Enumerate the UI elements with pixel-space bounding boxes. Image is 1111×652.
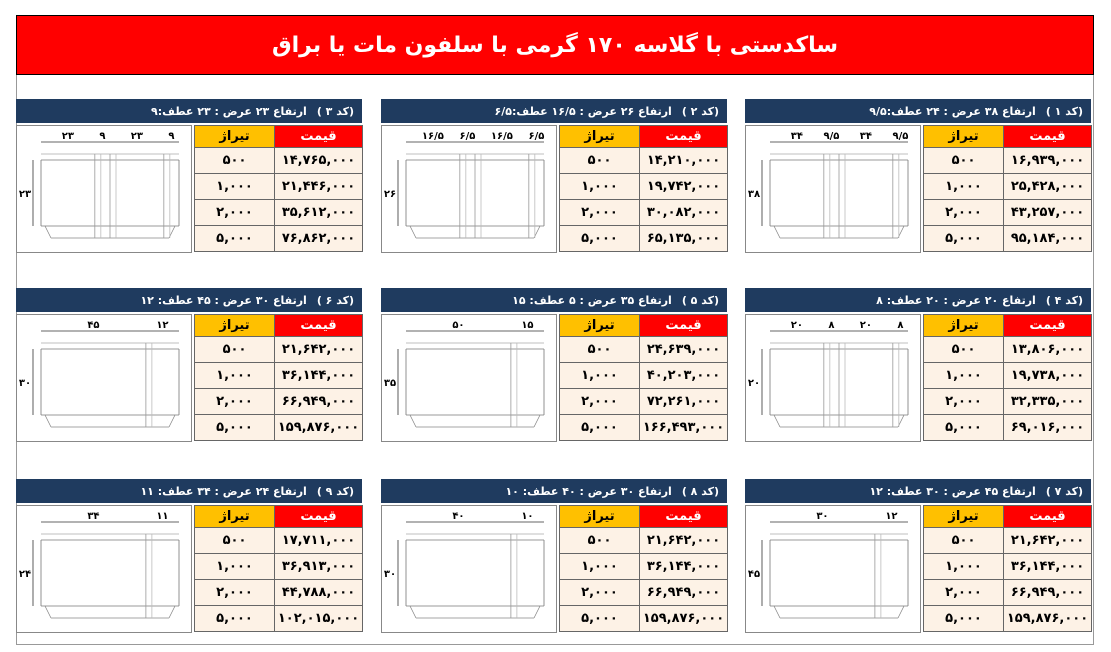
qty-header: تیراژ [560,506,640,528]
price-cell: ۳۶,۱۴۴,۰۰۰ [640,554,728,580]
table-row [924,554,1092,580]
card-header [16,288,362,312]
price-cell: ۱۰۲,۰۱۵,۰۰۰ [275,606,363,632]
qty-cell: ۵۰۰ [195,528,275,554]
dieline-svg [17,506,191,632]
qty-header: تیراژ [195,506,275,528]
price-cell: ۴۳,۲۵۷,۰۰۰ [1004,200,1092,226]
table-row [195,363,363,389]
qty-cell: ۲,۰۰۰ [560,200,640,226]
height-dimension-label: ۳۸ [747,189,761,200]
qty-cell: ۲,۰۰۰ [560,389,640,415]
price-cell: ۱۴,۲۱۰,۰۰۰ [640,148,728,174]
price-cell: ۶۵,۱۳۵,۰۰۰ [640,226,728,252]
price-cell: ۳۶,۹۱۳,۰۰۰ [275,554,363,580]
dimension-label: ۳۴ [87,511,100,522]
qty-cell: ۵۰۰ [560,337,640,363]
price-header: قیمت [640,506,728,528]
price-cell: ۱۶,۹۳۹,۰۰۰ [1004,148,1092,174]
dimension-label: ۲۰ [859,320,873,331]
price-cell: ۲۴,۶۳۹,۰۰۰ [640,337,728,363]
qty-cell: ۲,۰۰۰ [195,200,275,226]
qty-cell: ۵۰۰ [195,337,275,363]
card-code: (کد ۴ ) [1045,293,1083,307]
table-row [560,389,728,415]
price-header: قیمت [1004,506,1092,528]
price-cell: ۱۵۹,۸۷۶,۰۰۰ [275,415,363,441]
table-row [924,148,1092,174]
dimension-label: ۴۵ [87,320,100,331]
price-cell: ۴۴,۷۸۸,۰۰۰ [275,580,363,606]
qty-cell: ۱,۰۰۰ [560,554,640,580]
dieline-line [45,415,51,427]
price-table [559,505,728,632]
price-header: قیمت [1004,315,1092,337]
table-row [195,528,363,554]
product-card-code-4 [745,288,1091,450]
dimension-label: ۹/۵ [892,131,909,142]
dieline-svg [746,506,920,632]
card-spec: ارتفاع ۳۵ عرض : ۵ عطف: ۱۵ [512,293,672,307]
dieline-svg [382,315,556,441]
table-row [924,528,1092,554]
card-code: (کد ۱ ) [1045,104,1083,118]
bag-dieline-diagram [745,505,921,633]
table-row [924,363,1092,389]
qty-header: تیراژ [924,315,1004,337]
height-dimension-label: ۲۰ [747,378,761,389]
price-header: قیمت [275,506,363,528]
qty-cell: ۵۰۰ [924,528,1004,554]
dimension-label: ۳۰ [816,511,829,522]
dimension-label: ۵۰ [452,320,465,331]
table-row [195,174,363,200]
price-cell: ۳۲,۳۳۵,۰۰۰ [1004,389,1092,415]
qty-cell: ۵۰۰ [560,528,640,554]
card-code: (کد ۵ ) [681,293,719,307]
card-header [745,479,1091,503]
dieline-line [45,226,51,238]
table-row [924,337,1092,363]
bag-dieline-diagram [16,505,192,633]
price-cell: ۷۲,۲۶۱,۰۰۰ [640,389,728,415]
table-row [924,389,1092,415]
product-card-code-5 [381,288,727,450]
dieline-svg [17,315,191,441]
qty-cell: ۱,۰۰۰ [924,363,1004,389]
price-cell: ۲۱,۴۴۶,۰۰۰ [275,174,363,200]
price-cell: ۲۱,۶۴۲,۰۰۰ [640,528,728,554]
price-cell: ۱۴,۷۶۵,۰۰۰ [275,148,363,174]
dieline-line [410,415,416,427]
qty-cell: ۱,۰۰۰ [924,554,1004,580]
table-row [924,580,1092,606]
price-table [194,314,363,441]
table-row [195,554,363,580]
price-cell: ۶۶,۹۴۹,۰۰۰ [1004,580,1092,606]
dieline-line [534,606,540,618]
table-row [195,606,363,632]
qty-cell: ۵,۰۰۰ [195,606,275,632]
height-dimension-label: ۲۴ [18,569,32,580]
price-cell: ۹۵,۱۸۴,۰۰۰ [1004,226,1092,252]
qty-cell: ۲,۰۰۰ [195,389,275,415]
dimension-label: ۴۰ [452,511,465,522]
dieline-svg [382,506,556,632]
qty-cell: ۲,۰۰۰ [924,580,1004,606]
card-code: (کد ۷ ) [1045,484,1083,498]
card-spec: ارتفاع ۲۰ عرض : ۲۰ عطف: ۸ [876,293,1036,307]
qty-cell: ۵,۰۰۰ [195,415,275,441]
bag-dieline-diagram [381,505,557,633]
card-code: (کد ۹ ) [316,484,354,498]
qty-cell: ۱,۰۰۰ [195,554,275,580]
table-row [560,200,728,226]
price-cell: ۱۳,۸۰۶,۰۰۰ [1004,337,1092,363]
qty-cell: ۵۰۰ [560,148,640,174]
dimension-label: ۲۳ [61,131,75,142]
table-row [195,415,363,441]
height-dimension-label: ۳۰ [18,378,32,389]
table-row [560,174,728,200]
card-code: (کد ۶ ) [316,293,354,307]
bag-dieline-diagram [381,125,557,253]
card-spec: ارتفاع ۴۵ عرض : ۳۰ عطف: ۱۲ [869,484,1036,498]
table-row [560,554,728,580]
table-row [924,174,1092,200]
card-header [381,479,727,503]
table-row [195,580,363,606]
qty-cell: ۲,۰۰۰ [924,200,1004,226]
product-card-code-7 [745,479,1091,641]
qty-header: تیراژ [924,126,1004,148]
table-row [560,606,728,632]
card-code: (کد ۳ ) [316,104,354,118]
qty-cell: ۲,۰۰۰ [924,389,1004,415]
qty-cell: ۵,۰۰۰ [560,606,640,632]
qty-header: تیراژ [195,126,275,148]
price-cell: ۳۶,۱۴۴,۰۰۰ [1004,554,1092,580]
qty-cell: ۵,۰۰۰ [560,415,640,441]
price-cell: ۲۵,۴۲۸,۰۰۰ [1004,174,1092,200]
qty-cell: ۵,۰۰۰ [924,226,1004,252]
dimension-label: ۸ [897,320,904,331]
dimension-label: ۳۴ [790,131,804,142]
bag-dieline-diagram [745,125,921,253]
dimension-label: ۱۲ [885,511,898,522]
price-header: قیمت [640,315,728,337]
price-cell: ۱۵۹,۸۷۶,۰۰۰ [1004,606,1092,632]
price-cell: ۷۶,۸۶۲,۰۰۰ [275,226,363,252]
bag-dieline-diagram [381,314,557,442]
qty-cell: ۵,۰۰۰ [195,226,275,252]
price-table [559,125,728,252]
product-card-code-8 [381,479,727,641]
dieline-line [410,226,416,238]
dimension-label: ۲۳ [130,131,144,142]
price-header: قیمت [640,126,728,148]
qty-cell: ۵۰۰ [195,148,275,174]
card-header [16,479,362,503]
dimension-label: ۶/۵ [528,131,545,142]
qty-cell: ۵۰۰ [924,337,1004,363]
price-cell: ۱۶۶,۴۹۳,۰۰۰ [640,415,728,441]
table-row [195,200,363,226]
qty-cell: ۵,۰۰۰ [924,415,1004,441]
table-row [560,580,728,606]
price-table [194,505,363,632]
price-table [559,314,728,441]
card-spec: ارتفاع ۳۸ عرض : ۲۴ عطف:۹/۵ [869,104,1036,118]
card-header [381,99,727,123]
card-code: (کد ۲ ) [681,104,719,118]
price-header: قیمت [1004,126,1092,148]
table-row [924,606,1092,632]
bag-dieline-diagram [16,314,192,442]
price-cell: ۲۱,۶۴۲,۰۰۰ [275,337,363,363]
qty-cell: ۱,۰۰۰ [560,363,640,389]
price-cell: ۶۹,۰۱۶,۰۰۰ [1004,415,1092,441]
product-card-code-6 [16,288,362,450]
dimension-label: ۸ [828,320,835,331]
price-header: قیمت [275,126,363,148]
dimension-label: ۶/۵ [459,131,476,142]
table-row [195,389,363,415]
price-table [923,505,1092,632]
table-row [560,528,728,554]
qty-cell: ۱,۰۰۰ [924,174,1004,200]
dieline-svg [746,315,920,441]
price-cell: ۳۰,۰۸۲,۰۰۰ [640,200,728,226]
product-card-code-3 [16,99,362,261]
dimension-label: ۱۰ [521,511,534,522]
dimension-label: ۱۲ [156,320,169,331]
table-row [195,148,363,174]
table-row [924,226,1092,252]
dieline-line [774,226,780,238]
dimension-label: ۱۶/۵ [490,131,513,142]
product-card-code-1 [745,99,1091,261]
bag-dieline-diagram [745,314,921,442]
price-table [923,314,1092,441]
table-row [924,200,1092,226]
dimension-label: ۹ [99,131,106,142]
dimension-label: ۹ [168,131,175,142]
bag-dieline-diagram [16,125,192,253]
qty-cell: ۲,۰۰۰ [195,580,275,606]
product-card-code-2 [381,99,727,261]
price-cell: ۳۵,۶۱۲,۰۰۰ [275,200,363,226]
card-spec: ارتفاع ۲۴ عرض : ۳۴ عطف: ۱۱ [140,484,307,498]
price-cell: ۱۹,۷۳۸,۰۰۰ [1004,363,1092,389]
price-cell: ۴۰,۲۰۳,۰۰۰ [640,363,728,389]
table-row [560,415,728,441]
card-spec: ارتفاع ۲۶ عرض : ۱۶/۵ عطف:۶/۵ [494,104,672,118]
dimension-label: ۹/۵ [823,131,840,142]
table-row [560,337,728,363]
price-table [194,125,363,252]
page-title: ساکدستی با گلاسه ۱۷۰ گرمی با سلفون مات یا براق [16,15,1094,75]
qty-header: تیراژ [560,315,640,337]
qty-header: تیراژ [195,315,275,337]
qty-cell: ۵,۰۰۰ [924,606,1004,632]
dieline-svg [746,126,920,252]
card-header [745,288,1091,312]
price-cell: ۶۶,۹۴۹,۰۰۰ [275,389,363,415]
card-spec: ارتفاع ۲۳ عرض : ۲۳ عطف:۹ [150,104,307,118]
dieline-svg [382,126,556,252]
product-card-code-9 [16,479,362,641]
price-cell: ۳۶,۱۴۴,۰۰۰ [275,363,363,389]
qty-cell: ۲,۰۰۰ [560,580,640,606]
height-dimension-label: ۲۶ [383,189,397,200]
height-dimension-label: ۳۵ [383,378,397,389]
dieline-line [774,606,780,618]
qty-cell: ۵,۰۰۰ [560,226,640,252]
dieline-line [898,606,904,618]
height-dimension-label: ۲۳ [18,189,32,200]
dieline-line [169,415,175,427]
qty-header: تیراژ [924,506,1004,528]
dieline-line [169,606,175,618]
card-header [381,288,727,312]
table-row [195,226,363,252]
dieline-svg [17,126,191,252]
dimension-label: ۲۰ [790,320,804,331]
price-cell: ۲۱,۶۴۲,۰۰۰ [1004,528,1092,554]
height-dimension-label: ۴۵ [747,569,761,580]
table-row [924,415,1092,441]
price-cell: ۱۵۹,۸۷۶,۰۰۰ [640,606,728,632]
dimension-label: ۱۱ [156,511,169,522]
price-cell: ۱۹,۷۴۲,۰۰۰ [640,174,728,200]
dimension-label: ۱۵ [521,320,534,331]
qty-header: تیراژ [560,126,640,148]
dimension-label: ۱۶/۵ [421,131,444,142]
height-dimension-label: ۳۰ [383,569,397,580]
dieline-line [410,606,416,618]
qty-cell: ۱,۰۰۰ [195,363,275,389]
price-table [923,125,1092,252]
price-header: قیمت [275,315,363,337]
table-row [560,363,728,389]
price-cell: ۱۷,۷۱۱,۰۰۰ [275,528,363,554]
card-spec: ارتفاع ۳۰ عرض : ۴۰ عطف: ۱۰ [505,484,672,498]
dieline-line [774,415,780,427]
qty-cell: ۱,۰۰۰ [195,174,275,200]
table-row [560,148,728,174]
qty-cell: ۵۰۰ [924,148,1004,174]
card-header [745,99,1091,123]
table-row [195,337,363,363]
dieline-line [534,415,540,427]
card-code: (کد ۸ ) [681,484,719,498]
dimension-label: ۳۴ [859,131,873,142]
card-spec: ارتفاع ۳۰ عرض : ۴۵ عطف: ۱۲ [140,293,307,307]
card-header [16,99,362,123]
dieline-line [45,606,51,618]
table-row [560,226,728,252]
qty-cell: ۱,۰۰۰ [560,174,640,200]
price-cell: ۶۶,۹۴۹,۰۰۰ [640,580,728,606]
